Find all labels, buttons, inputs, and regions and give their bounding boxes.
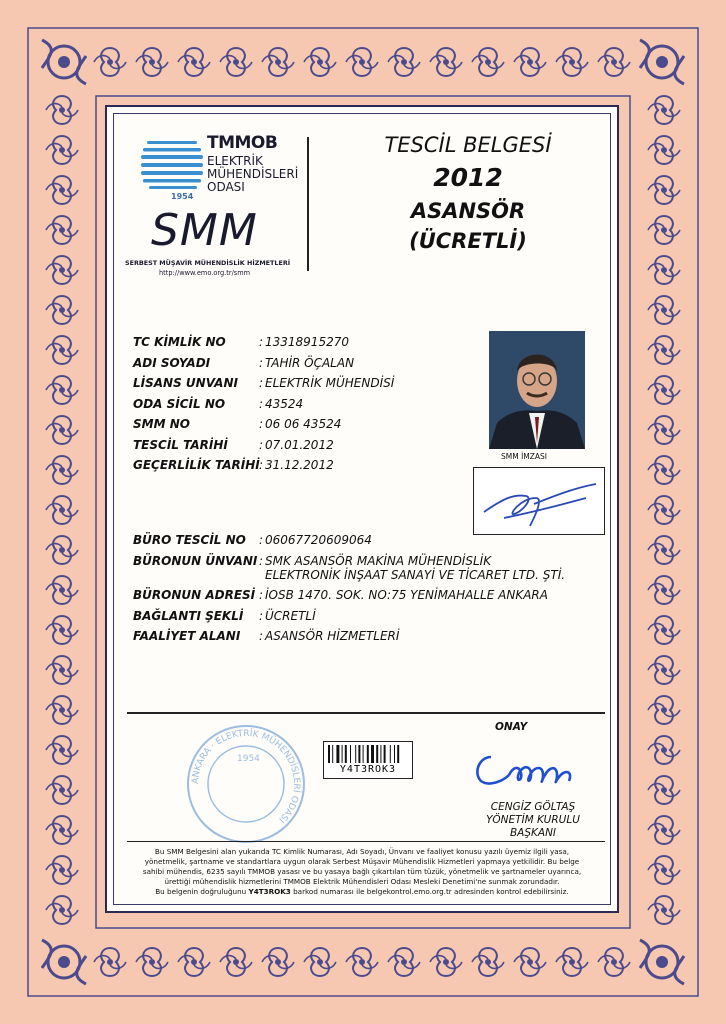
office-field-separator: : [259, 608, 264, 623]
office-field-value: 06067720609064 [265, 533, 372, 547]
certificate-type: ASANSÖR [410, 199, 526, 223]
person-field-label: ADI SOYADI [133, 355, 211, 370]
person-field-label: SMM NO [133, 417, 190, 431]
person-field-separator: : [259, 355, 264, 370]
person-field-value: TAHİR ÖÇALAN [265, 355, 355, 370]
person-field-value: 31.12.2012 [265, 458, 334, 472]
office-field-label: BÜRONUN ÜNVANI [133, 553, 258, 568]
office-field-value: İOSB 1470. SOK. NO:75 YENİMAHALLE ANKARA [265, 588, 548, 602]
person-field-value: 13318915270 [265, 335, 349, 349]
office-field-label: FAALİYET ALANI [133, 629, 241, 643]
person-field-separator: : [259, 376, 264, 390]
approval-role-line1: YÖNETİM KURULU [486, 814, 580, 826]
logo-org-line1: ELEKTRİK [207, 154, 263, 168]
person-field-separator: : [259, 458, 264, 472]
office-field-separator: : [259, 533, 264, 547]
certificate-title: TESCİL BELGESİ [384, 133, 552, 157]
certificate-body [105, 105, 619, 913]
office-field-separator: : [259, 553, 264, 568]
official-stamp [181, 721, 311, 847]
person-field-label: TC KİMLİK NO [133, 335, 226, 349]
person-field-value: ELEKTRİK MÜHENDİSİ [265, 376, 395, 390]
logo-divider [307, 137, 309, 271]
footer-line-1: Bu SMM Belgesini alan yukarıda TC Kimlik Numarası, Adı Soyadı, Ünvanı ve faaliyet konusu yazılı üyemiz ilgili yasa, [154, 847, 570, 856]
portrait-image [489, 331, 585, 449]
logo-org-line2: MÜHENDİSLERİ [207, 167, 299, 181]
person-field-value: 07.01.2012 [265, 437, 334, 452]
person-field-separator: : [259, 417, 264, 431]
office-field-label: BÜRO TESCİL NO [133, 533, 246, 547]
stamp-center-year: 1954 [237, 754, 260, 764]
smm-logo-text: SMM [151, 205, 258, 256]
barcode-text: Y4T3ROK3 [339, 764, 397, 775]
office-field-label: BAĞLANTI ŞEKLİ [133, 608, 244, 623]
member-signature [474, 468, 604, 534]
president-signature [469, 743, 595, 793]
member-photo [489, 331, 585, 449]
approval-heading: ONAY [495, 721, 528, 733]
smm-full-name: SERBEST MÜŞAVİR MÜHENDİSLİK HİZMETLERİ [125, 259, 291, 267]
footer-line-5 [127, 887, 597, 897]
office-field-value-line2: ELEKTRONİK İNŞAAT SANAYİ VE TİCARET LTD. ŞTİ. [265, 567, 566, 582]
svg-text:ANKARA · ELEKTRİK MÜHENDİSLERİ [191, 728, 302, 824]
footer-line-2: yönetmelik, şartname ve standartlara uygun olarak Serbest Müşavir Mühendislik Hizmetleri yapmaya yetkilidir. Bu belge [144, 857, 580, 866]
footer-line-5-post: barkod numarası ile belgekontrol.emo.org.tr adresinden kontrol edebilirsiniz. [290, 887, 569, 896]
approval-name: CENGİZ GÖLTAŞ [490, 801, 576, 813]
person-field-label: LİSANS UNVANI [133, 376, 238, 390]
logo-org-line3: ODASI [207, 180, 245, 194]
footer-divider [127, 841, 605, 842]
office-field-value: ASANSÖR HİZMETLERİ [265, 629, 400, 643]
office-field-value: SMK ASANSÖR MAKİNA MÜHENDİSLİK [265, 553, 492, 568]
person-field-value: 43524 [265, 396, 304, 411]
person-field-separator: : [259, 335, 264, 349]
footer-line-3: sahibi mühendis, 6235 sayılı TMMOB yasası ve bu yasaya bağlı çıkartılan tüm tüzük, yönetmelik ve şartnameler uyarınca, [142, 867, 582, 876]
person-field-label: ODA SİCİL NO [133, 396, 226, 411]
office-field-value: ÜCRETLİ [265, 608, 316, 623]
stamp-ring-text: ANKARA · ELEKTRİK MÜHENDİSLERİ ODASI [190, 728, 302, 825]
person-field-label: GEÇERLİLİK TARİHİ [133, 458, 260, 472]
barcode [323, 741, 413, 779]
approval-signatory [453, 801, 613, 840]
person-field-label: TESCİL TARİHİ [133, 437, 228, 452]
approval-divider [127, 712, 605, 714]
footer-line-4: ürettiği mühendislik hizmetlerini TMMOB Elektrik Mühendisleri Odası Mesleki Denetimi'ne sunmak zorundadır. [164, 877, 560, 886]
logo-founded-year: 1954 [171, 192, 194, 201]
footer-legal-text [127, 847, 597, 897]
member-signature-box [473, 467, 605, 535]
certificate-year: 2012 [433, 163, 503, 192]
photo-caption: SMM İMZASI [501, 452, 548, 461]
person-field-separator: : [259, 396, 264, 411]
person-field-separator: : [259, 437, 264, 452]
office-field-separator: : [259, 629, 264, 643]
footer-line-5-pre: Bu belgenin doğruluğunu [155, 887, 249, 896]
office-field-separator: : [259, 588, 264, 602]
smm-url: http://www.emo.org.tr/smm [159, 269, 251, 277]
logo-org-short: TMMOB [207, 133, 278, 153]
certificate-fee-type: (ÜCRETLİ) [409, 229, 527, 253]
person-field-value: 06 06 43524 [265, 417, 342, 431]
barcode-bars [324, 742, 412, 764]
approval-role-line2: BAŞKANI [509, 827, 557, 839]
footer-line-5-code: Y4T3ROK3 [248, 887, 291, 896]
office-field-label: BÜRONUN ADRESİ [133, 588, 256, 602]
